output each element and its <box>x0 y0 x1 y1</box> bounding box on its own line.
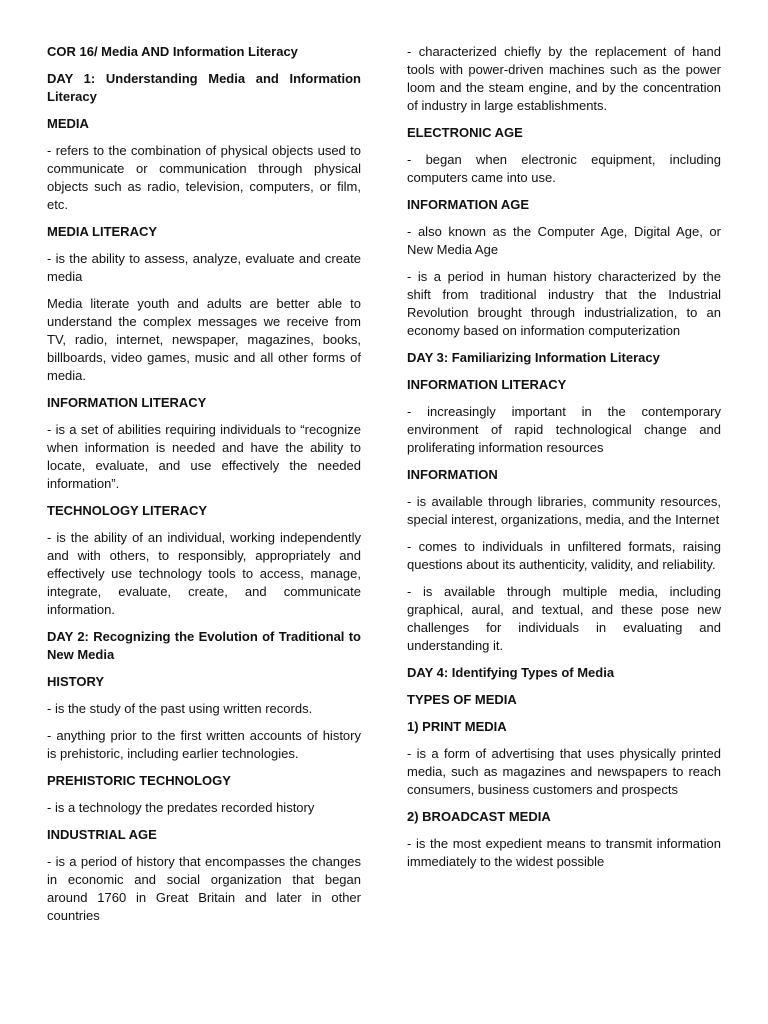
right-column <box>407 43 721 880</box>
day-4-heading: DAY 4: Identifying Types of Media <box>407 665 615 680</box>
day-1-heading: DAY 1: Understanding Media and Information Literacy <box>47 71 361 104</box>
information-age-heading: INFORMATION AGE <box>407 197 530 212</box>
prehistoric-technology-heading: PREHISTORIC TECHNOLOGY <box>47 773 231 788</box>
doc-title: COR 16/ Media AND Information Literacy <box>47 44 298 59</box>
print-media-definition: - is a form of advertising that uses physically printed media, such as magazines and newspapers to reach consumers, business customers and prospects <box>407 746 721 797</box>
broadcast-media-definition: - is the most expedient means to transmit information immediately to the widest possible <box>407 836 721 869</box>
print-media-heading: 1) PRINT MEDIA <box>407 719 507 734</box>
history-heading: HISTORY <box>47 674 105 689</box>
information-literacy-definition: - is a set of abilities requiring individuals to “recognize when information is needed and have the ability to locate, evaluate, and use effectively the needed information”. <box>47 422 361 491</box>
types-of-media-heading: TYPES OF MEDIA <box>407 692 517 707</box>
technology-literacy-heading: TECHNOLOGY LITERACY <box>47 503 208 518</box>
history-definition: - is the study of the past using written records. <box>47 701 313 716</box>
left-column <box>47 43 361 934</box>
media-literacy-paragraph: Media literate youth and adults are better able to understand the complex messages we receive from TV, radio, internet, newspaper, magazines, books, billboards, video games, music and all other forms of media. <box>47 296 361 383</box>
media-literacy-heading: MEDIA LITERACY <box>47 224 158 239</box>
day-2-heading: DAY 2: Recognizing the Evolution of Traditional to New Media <box>47 629 361 662</box>
technology-literacy-definition: - is the ability of an individual, working independently and with others, to responsibly, appropriately and effectively use technology tools to access, manage, integrate, evaluate, create, and communicate information. <box>47 530 361 617</box>
broadcast-media-heading: 2) BROADCAST MEDIA <box>407 809 551 824</box>
electronic-age-heading: ELECTRONIC AGE <box>407 125 523 140</box>
information-multiple-media: - is available through multiple media, including graphical, aural, and textual, and these pose new challenges for individuals in evaluating and understanding it. <box>407 584 721 653</box>
information-heading: INFORMATION <box>407 467 498 482</box>
information-literacy-heading-2: INFORMATION LITERACY <box>407 377 567 392</box>
industrial-age-heading: INDUSTRIAL AGE <box>47 827 157 842</box>
information-literacy-importance: - increasingly important in the contemporary environment of rapid technological change and proliferating information resources <box>407 404 721 455</box>
industrial-age-definition: - is a period of history that encompasses the changes in economic and social organization that began around 1760 in Great Britain and later in other countries <box>47 854 361 923</box>
media-definition: - refers to the combination of physical objects used to communicate or communication through physical objects such as radio, television, computers, or film, etc. <box>47 143 361 212</box>
industrial-age-continued: - characterized chiefly by the replacement of hand tools with power-driven machines such as the power loom and the steam engine, and by the concentration of industry in large establishments. <box>407 44 721 113</box>
information-formats: - comes to individuals in unfiltered formats, raising questions about its authenticity, validity, and reliability. <box>407 539 721 572</box>
media-heading: MEDIA <box>47 116 89 131</box>
media-literacy-definition: - is the ability to assess, analyze, evaluate and create media <box>47 251 361 284</box>
information-age-definition: - is a period in human history characterized by the shift from traditional industry that the Industrial Revolution brought through industrialization, to an economy based on information computerization <box>407 269 721 338</box>
history-note: - anything prior to the first written accounts of history is prehistoric, including earlier technologies. <box>47 728 361 761</box>
electronic-age-definition: - began when electronic equipment, including computers came into use. <box>407 152 721 185</box>
information-literacy-heading: INFORMATION LITERACY <box>47 395 207 410</box>
information-availability: - is available through libraries, community resources, special interest, organizations, media, and the Internet <box>407 494 721 527</box>
information-age-aka: - also known as the Computer Age, Digital Age, or New Media Age <box>407 224 721 257</box>
prehistoric-technology-definition: - is a technology the predates recorded history <box>47 800 315 815</box>
day-3-heading: DAY 3: Familiarizing Information Literacy <box>407 350 660 365</box>
